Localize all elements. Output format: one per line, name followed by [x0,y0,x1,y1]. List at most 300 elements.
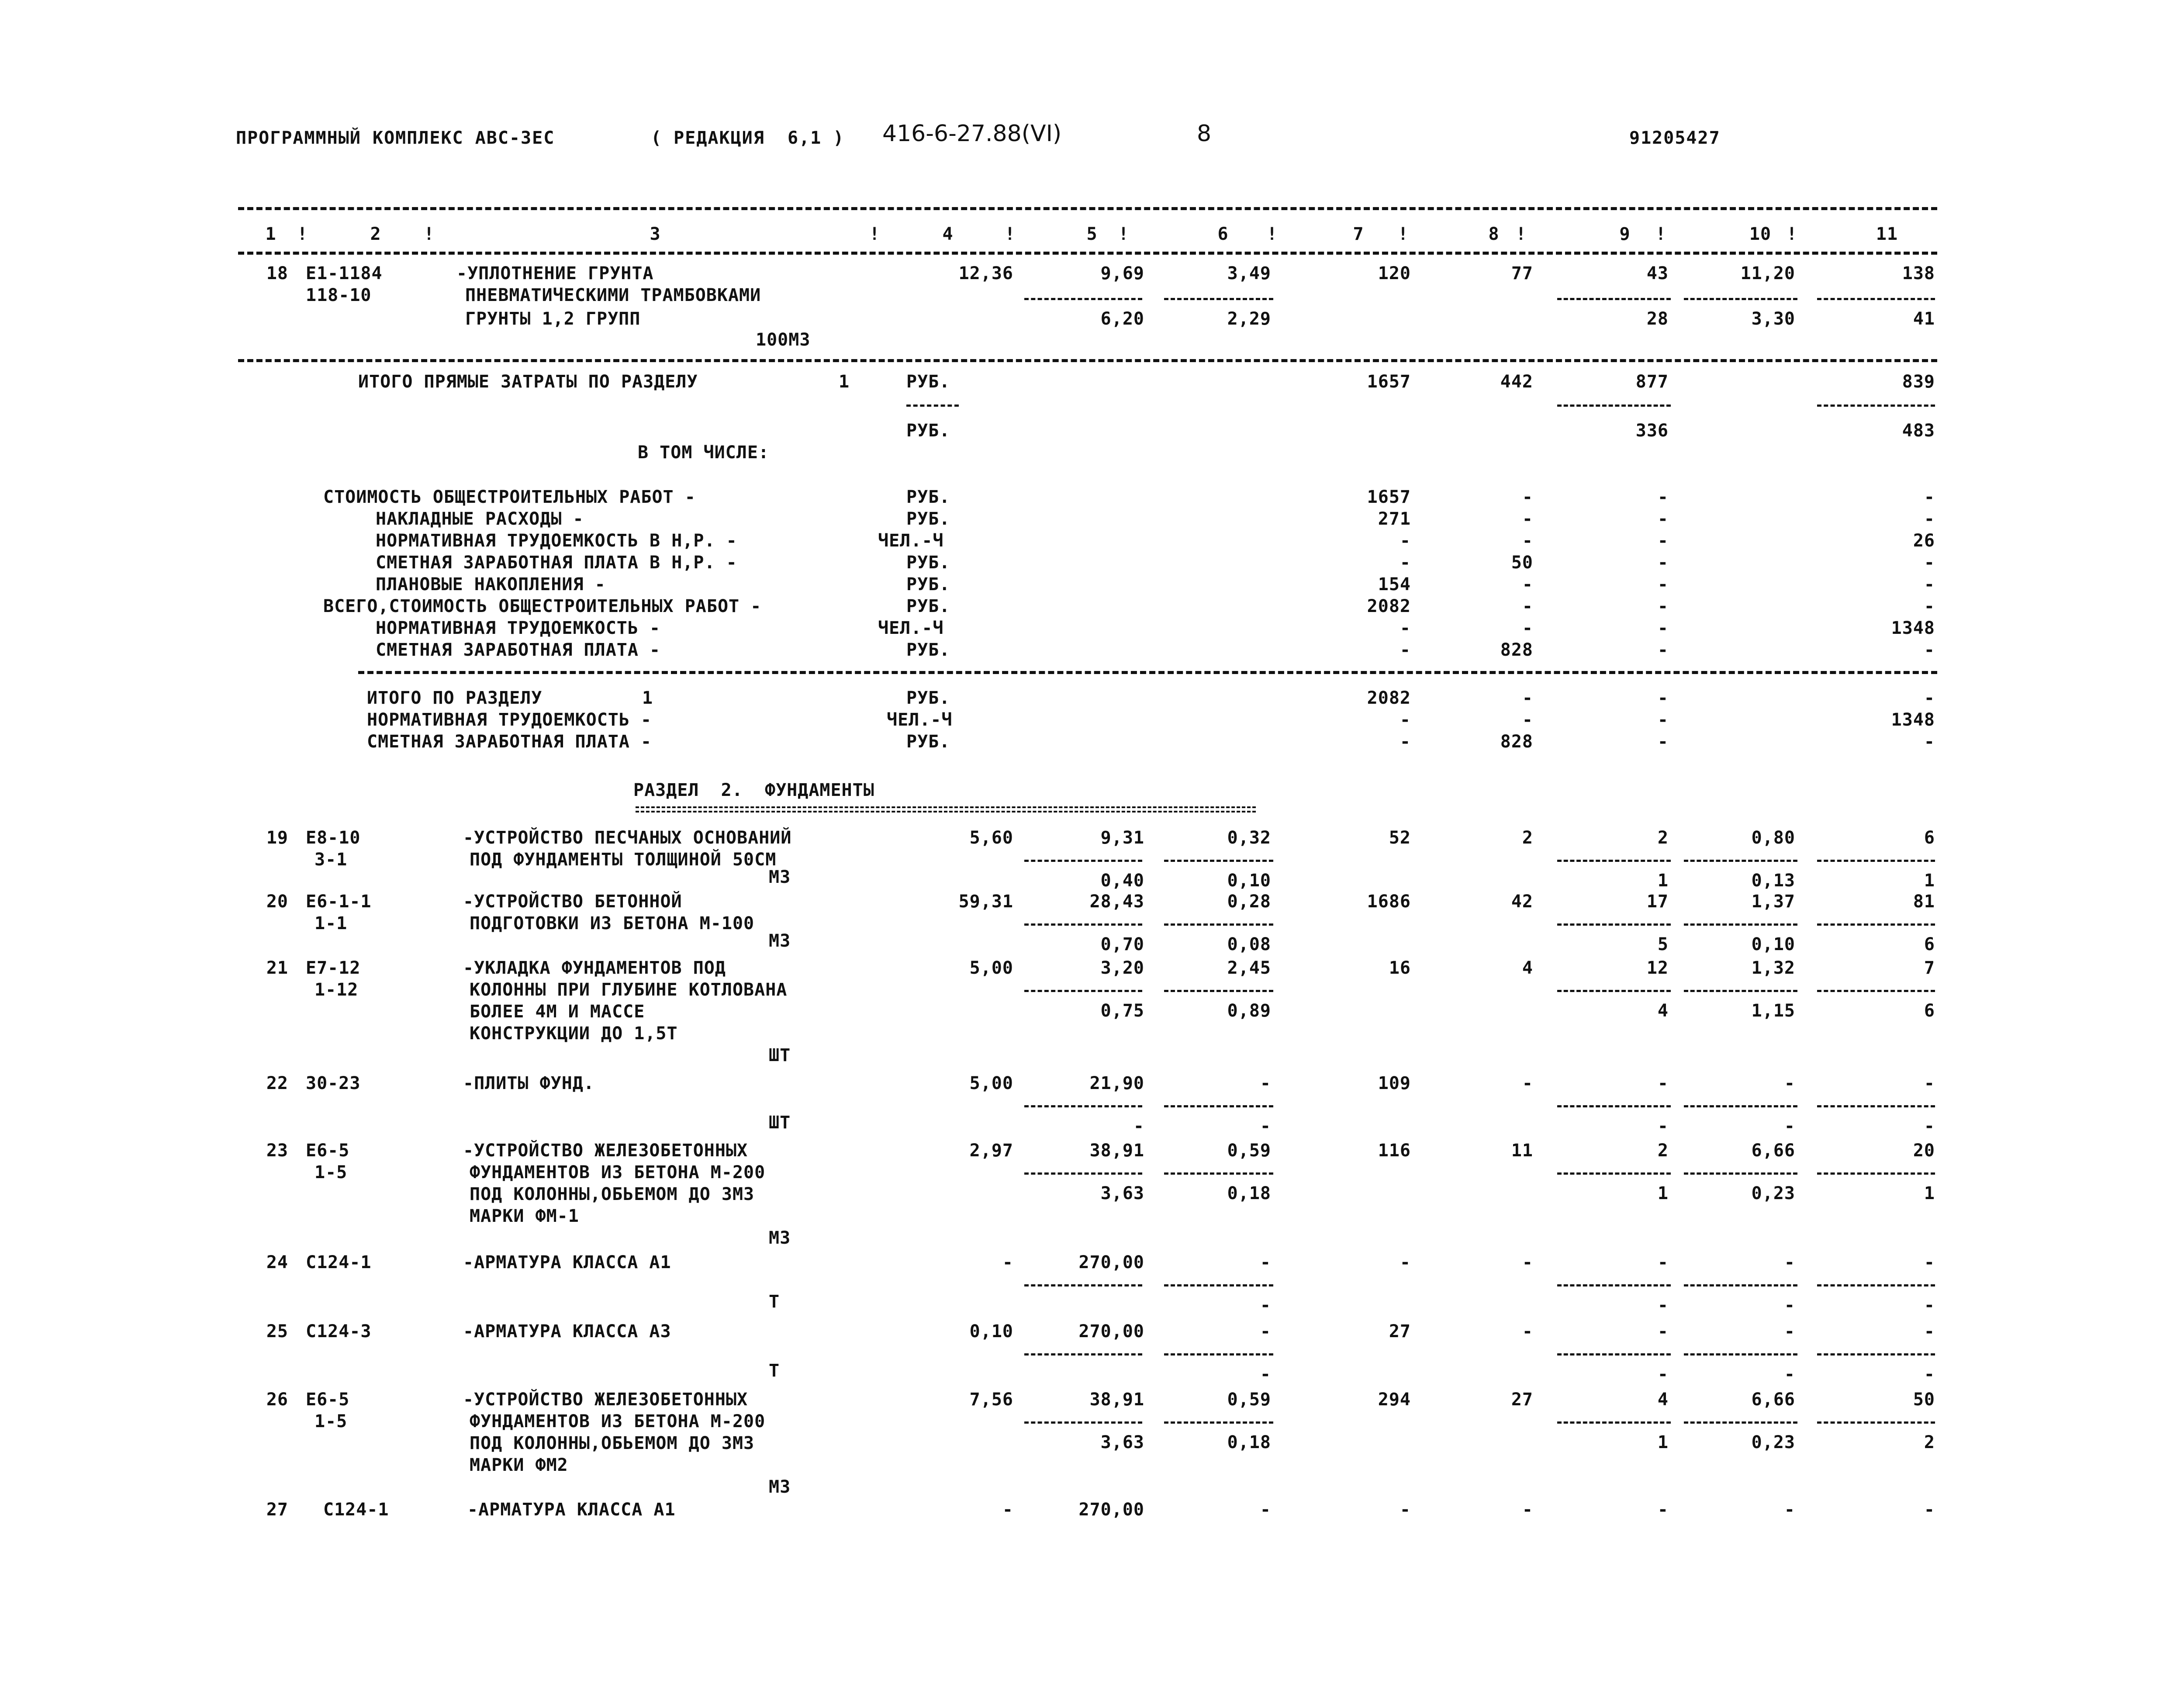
subrule [1024,1284,1142,1286]
row-number: 26 [266,1390,288,1410]
row-number: 25 [266,1321,288,1342]
unit-of-measure: М3 [769,1228,791,1248]
norm-code: Е7-12 [306,958,361,978]
section-total-unit: РУБ. [906,688,950,708]
section-number: 1 [642,688,653,708]
subrule [1557,860,1671,862]
col5-sub: 6,20 [1100,309,1144,329]
subrule [1164,298,1273,300]
subrule [1557,1105,1671,1107]
work-description: ПОД ФУНДАМЕНТЫ ТОЛЩИНОЙ 50СМ [470,850,777,870]
column-header-6: 6 [1217,224,1229,244]
norm-code-2: 1-1 [314,913,348,934]
row-number: 20 [266,892,288,912]
work-description-3: ГРУНТЫ 1,2 ГРУПП [465,309,641,329]
col6-sub: 0,18 [1227,1432,1271,1452]
col8-value: 4 [1522,958,1533,978]
row-number: 21 [266,958,288,978]
col9-value: 2 [1657,1141,1669,1161]
norm-code: С124-1 [323,1500,389,1520]
col5-sub: 3,63 [1100,1432,1144,1452]
work-description: -УСТРОЙСТВО ЖЕЛЕЗОБЕТОННЫХ [463,1390,748,1410]
col8-value: 11 [1511,1141,1533,1161]
col5-sub: - [1133,1116,1144,1136]
col7-value: 120 [1378,263,1411,284]
unit-of-measure: М3 [769,1477,791,1497]
work-description-2: ПНЕВМАТИЧЕСКИМИ ТРАМБОВКАМИ [465,285,761,305]
col9-sub: 1 [1657,871,1669,891]
col11-sub: 1 [1924,1183,1935,1203]
col6-sub: - [1260,1364,1271,1384]
section-title-underline [636,806,1256,813]
col11-value: 6 [1924,828,1935,848]
subrule [1684,923,1797,926]
col6-sub: 0,18 [1227,1183,1271,1203]
section-total-unit: ЧЕЛ.-Ч [887,710,953,730]
section-total-label: НОРМАТИВНАЯ ТРУДОЕМКОСТЬ - [367,710,652,730]
col6-value: - [1260,1500,1271,1520]
col11-value: - [1924,509,1935,529]
summary-unit: РУБ. [906,640,950,660]
subrule [1684,1284,1797,1286]
col11-value: 26 [1913,531,1935,551]
quantity: 2,97 [969,1141,1013,1161]
unit-of-measure: Т [769,1292,780,1312]
col8-value: 2 [1522,828,1533,848]
page-number: 8 [1197,121,1212,147]
col6-value: 0,32 [1227,828,1271,848]
col11-value: - [1924,1252,1935,1273]
col11-sub: 2 [1924,1432,1935,1452]
col11-value: - [1924,487,1935,507]
work-description: -АРМАТУРА КЛАССА А1 [463,1252,671,1273]
col8-value: 27 [1511,1390,1533,1410]
col11-sub: 41 [1913,309,1935,329]
col9-value: - [1657,509,1669,529]
subrule [1557,1172,1671,1175]
col9-value: - [1657,596,1669,616]
work-description: -УКЛАДКА ФУНДАМЕНТОВ ПОД [463,958,726,978]
col11-value: 50 [1913,1390,1935,1410]
column-separator: ! [1655,224,1667,244]
col5-value: 38,91 [1089,1390,1144,1410]
col5-value: 38,91 [1089,1141,1144,1161]
column-header-5: 5 [1086,224,1098,244]
col8-value: - [1522,574,1533,595]
column-header-7: 7 [1353,224,1364,244]
edition: ( РЕДАКЦИЯ 6,1 ) [651,128,845,148]
subrule [1817,1284,1935,1286]
col9-sub: - [1657,1364,1669,1384]
col11-sub: 6 [1924,1001,1935,1021]
col7-value: - [1400,1500,1411,1520]
subrule [1164,1284,1273,1286]
quantity: - [1002,1252,1013,1273]
norm-code-2: 1-12 [314,980,359,1000]
col10-value: 1,37 [1751,892,1795,912]
col10-value: 6,66 [1751,1141,1795,1161]
col10-sub: - [1784,1364,1795,1384]
col6-value: 3,49 [1227,263,1271,284]
work-description: ПОД КОЛОННЫ,ОБЬЕМОМ ДО 3М3 [470,1433,755,1453]
subrule [1817,405,1935,407]
work-description: ПОДГОТОВКИ ИЗ БЕТОНА М-100 [470,913,755,934]
col5-value: 21,90 [1089,1073,1144,1093]
col5-value: 270,00 [1078,1321,1144,1342]
summary-label: ПЛАНОВЫЕ НАКОПЛЕНИЯ - [376,574,606,595]
col7-value: 2082 [1367,596,1411,616]
column-header-1: 1 [265,224,276,244]
summary-label: НАКЛАДНЫЕ РАСХОДЫ - [376,509,584,529]
col8-value: - [1522,688,1533,708]
col10-value: 6,66 [1751,1390,1795,1410]
norm-code: С124-1 [306,1252,372,1273]
quantity: 0,10 [969,1321,1013,1342]
norm-code-2: 118-10 [306,285,372,305]
col6-value: - [1260,1073,1271,1093]
col9-sub: 5 [1657,934,1669,954]
column-separator: ! [424,224,435,244]
norm-code: С124-3 [306,1321,372,1342]
subrule [1557,298,1671,300]
section-rule [238,359,1937,362]
col10-value: - [1784,1252,1795,1273]
column-header-rule [238,252,1937,255]
column-separator: ! [297,224,308,244]
col9-value: - [1657,710,1669,730]
summary-label: НОРМАТИВНАЯ ТРУДОЕМКОСТЬ - [376,618,661,638]
col9-value: 4 [1657,1390,1669,1410]
col5-sub: 0,70 [1100,934,1144,954]
summary-unit: ЧЕЛ.-Ч [878,618,944,638]
col11-sub: 483 [1902,421,1935,441]
subrule [1557,990,1671,992]
col8-value: - [1522,1252,1533,1273]
col10-value: - [1784,1321,1795,1342]
column-header-11: 11 [1876,224,1898,244]
row-number: 23 [266,1141,288,1161]
quantity: 5,00 [969,958,1013,978]
col9-sub: 4 [1657,1001,1669,1021]
col11-sub: 6 [1924,934,1935,954]
col8-value: - [1522,1321,1533,1342]
col11-value: - [1924,574,1935,595]
subrule [1164,990,1273,992]
col10-sub: 0,13 [1751,871,1795,891]
subrule [1557,1284,1671,1286]
col9-value: - [1657,531,1669,551]
row-number: 24 [266,1252,288,1273]
section-2-title: РАЗДЕЛ 2. ФУНДАМЕНТЫ [633,780,874,800]
col8-value: 42 [1511,892,1533,912]
col8-value: 50 [1511,553,1533,573]
column-separator: ! [1267,224,1278,244]
col7-value: 154 [1378,574,1411,595]
col5-value: 9,31 [1100,828,1144,848]
col9-value: - [1657,574,1669,595]
subrule [1684,860,1797,862]
col6-sub: 0,10 [1227,871,1271,891]
column-header-8: 8 [1488,224,1500,244]
work-description: КОНСТРУКЦИИ ДО 1,5Т [470,1024,678,1044]
col7-value: 109 [1378,1073,1411,1093]
unit-of-measure: М3 [769,867,791,887]
col9-sub: 336 [1635,421,1669,441]
col9-sub: - [1657,1116,1669,1136]
col11-value: 81 [1913,892,1935,912]
subrule [1557,405,1671,407]
column-separator: ! [1118,224,1130,244]
quantity: 5,60 [969,828,1013,848]
summary-rule [358,671,1937,674]
column-header-4: 4 [942,224,954,244]
column-separator: ! [1398,224,1409,244]
subrule [1684,298,1797,300]
subrule [1684,1353,1797,1355]
including-label: В ТОМ ЧИСЛЕ: [638,443,769,463]
col7-value: 1657 [1367,372,1411,392]
subrule [1684,990,1797,992]
col9-sub: - [1657,1295,1669,1315]
norm-code: Е6-1-1 [306,892,372,912]
subrule [1024,990,1142,992]
col6-sub: 0,89 [1227,1001,1271,1021]
col9-sub: 1 [1657,1432,1669,1452]
col8-value: - [1522,509,1533,529]
summary-label: НОРМАТИВНАЯ ТРУДОЕМКОСТЬ В Н,Р. - [376,531,737,551]
col9-value: 877 [1635,372,1669,392]
subrule [1164,860,1273,862]
col11-value: 1348 [1891,710,1935,730]
unit-2: РУБ. [906,421,950,441]
work-description: -АРМАТУРА КЛАССА А3 [463,1321,671,1342]
col11-value: - [1924,553,1935,573]
subrule [1024,923,1142,926]
column-separator: ! [869,224,881,244]
col11-value: - [1924,1073,1935,1093]
col11-value: 839 [1902,372,1935,392]
col11-value: 138 [1902,263,1935,284]
col9-value: - [1657,688,1669,708]
norm-code: Е6-5 [306,1141,350,1161]
subrule [1164,923,1273,926]
col9-value: - [1657,618,1669,638]
col10-value: - [1784,1500,1795,1520]
col5-value: 270,00 [1078,1500,1144,1520]
summary-label: СМЕТНАЯ ЗАРАБОТНАЯ ПЛАТА В Н,Р. - [376,553,737,573]
col7-value: - [1400,710,1411,730]
subrule [1164,1105,1273,1107]
col11-sub: - [1924,1116,1935,1136]
subrule [1024,860,1142,862]
col7-value: 116 [1378,1141,1411,1161]
col6-value: 2,45 [1227,958,1271,978]
subrule [1817,1172,1935,1175]
work-description: КОЛОННЫ ПРИ ГЛУБИНЕ КОТЛОВАНА [470,980,788,1000]
col11-value: 7 [1924,958,1935,978]
subrule [1817,860,1935,862]
section-total-label: СМЕТНАЯ ЗАРАБОТНАЯ ПЛАТА - [367,732,652,752]
col10-sub: 0,23 [1751,1432,1795,1452]
subrule [1024,1353,1142,1355]
subrule [1024,1172,1142,1175]
norm-code-2: 1-5 [314,1162,348,1183]
col6-sub: 0,08 [1227,934,1271,954]
total-label: ИТОГО ПРЯМЫЕ ЗАТРАТЫ ПО РАЗДЕЛУ [358,372,698,392]
col9-value: - [1657,732,1669,752]
summary-unit: РУБ. [906,487,950,507]
col9-value: - [1657,1500,1669,1520]
col7-value: 52 [1389,828,1411,848]
col8-value: 828 [1500,732,1533,752]
col6-value: 0,59 [1227,1141,1271,1161]
col11-value: - [1924,1500,1935,1520]
subrule [1817,990,1935,992]
subrule [1817,1105,1935,1107]
col11-value: 1348 [1891,618,1935,638]
summary-unit: РУБ. [906,574,950,595]
work-description: -УСТРОЙСТВО БЕТОННОЙ [463,892,682,912]
subrule [1557,1421,1671,1424]
col8-value: - [1522,1500,1533,1520]
col9-value: - [1657,1321,1669,1342]
col11-value: - [1924,732,1935,752]
col7-value: - [1400,553,1411,573]
col10-value: 1,32 [1751,958,1795,978]
work-description: БОЛЕЕ 4М И МАССЕ [470,1002,645,1022]
subrule [1164,1421,1273,1424]
col9-value: - [1657,1252,1669,1273]
work-description: -УСТРОЙСТВО ПЕСЧАНЫХ ОСНОВАНИЙ [463,828,792,848]
col8-value: 442 [1500,372,1533,392]
col9-value: - [1657,640,1669,660]
col8-value: - [1522,531,1533,551]
summary-unit: РУБ. [906,596,950,616]
col8-value: - [1522,710,1533,730]
work-description: -АРМАТУРА КЛАССА А1 [467,1500,676,1520]
quantity: 7,56 [969,1390,1013,1410]
column-separator: ! [1516,224,1527,244]
work-description: ФУНДАМЕНТОВ ИЗ БЕТОНА М-200 [470,1411,766,1432]
section-total-unit: РУБ. [906,732,950,752]
column-header-9: 9 [1619,224,1631,244]
row-number: 19 [266,828,288,848]
subrule [1817,298,1935,300]
col9-value: 43 [1646,263,1669,284]
col6-sub: - [1260,1116,1271,1136]
col6-value: - [1260,1321,1271,1342]
norm-code-2: 1-5 [314,1411,348,1432]
unit-of-measure: М3 [769,931,791,951]
subrule [1684,1172,1797,1175]
col9-value: - [1657,487,1669,507]
subrule [1817,923,1935,926]
summary-label: СМЕТНАЯ ЗАРАБОТНАЯ ПЛАТА - [376,640,661,660]
col10-value: 11,20 [1740,263,1795,284]
subrule [1684,1421,1797,1424]
col7-value: 1657 [1367,487,1411,507]
subrule [1164,1172,1273,1175]
subrule [1817,1421,1935,1424]
col5-value: 270,00 [1078,1252,1144,1273]
work-description: МАРКИ ФМ-1 [470,1206,579,1226]
summary-unit: РУБ. [906,553,950,573]
summary-label: СТОИМОСТЬ ОБЩЕСТРОИТЕЛЬНЫХ РАБОТ - [323,487,696,507]
col10-sub: - [1784,1116,1795,1136]
subrule [1557,1353,1671,1355]
program-name: ПРОГРАММНЫЙ КОМПЛЕКС АВС-3ЕС [236,128,555,148]
quantity: - [1002,1500,1013,1520]
summary-unit: ЧЕЛ.-Ч [878,531,944,551]
norm-code: Е6-5 [306,1390,350,1410]
quantity: 59,31 [958,892,1013,912]
subrule [1024,1421,1142,1424]
summary-label: ВСЕГО,СТОИМОСТЬ ОБЩЕСТРОИТЕЛЬНЫХ РАБОТ - [323,596,762,616]
col7-value: - [1400,618,1411,638]
row-number: 27 [266,1500,288,1520]
col9-sub: 28 [1646,309,1669,329]
col6-value: - [1260,1252,1271,1273]
col7-value: 27 [1389,1321,1411,1342]
subrule [1164,1353,1273,1355]
col9-value: - [1657,1073,1669,1093]
col7-value: 1686 [1367,892,1411,912]
col11-value: - [1924,596,1935,616]
subrule [1557,923,1671,926]
norm-code-2: 3-1 [314,850,348,870]
col9-value: - [1657,553,1669,573]
document-number: 91205427 [1629,128,1721,148]
col7-value: 271 [1378,509,1411,529]
col11-value: - [1924,688,1935,708]
quantity: 5,00 [969,1073,1013,1093]
col8-value: 77 [1511,263,1533,284]
col9-value: 2 [1657,828,1669,848]
work-description: -УСТРОЙСТВО ЖЕЛЕЗОБЕТОННЫХ [463,1141,748,1161]
col7-value: 294 [1378,1390,1411,1410]
col11-sub: - [1924,1364,1935,1384]
col7-value: - [1400,1252,1411,1273]
column-header-2: 2 [370,224,381,244]
project-code: 416-6-27.88(VI) [882,121,1062,147]
col7-value: 16 [1389,958,1411,978]
col10-sub: 3,30 [1751,309,1795,329]
unit-of-measure: Т [769,1361,780,1381]
work-description: ФУНДАМЕНТОВ ИЗ БЕТОНА М-200 [470,1162,766,1183]
work-description: -ПЛИТЫ ФУНД. [463,1073,594,1093]
table-top-rule [238,207,1937,210]
col11-value: - [1924,1321,1935,1342]
column-header-3: 3 [650,224,661,244]
col5-value: 3,20 [1100,958,1144,978]
col8-value: - [1522,1073,1533,1093]
col6-value: 0,28 [1227,892,1271,912]
norm-code: Е1-1184 [306,263,383,284]
work-description: -УПЛОТНЕНИЕ ГРУНТА [456,263,654,284]
col5-value: 28,43 [1089,892,1144,912]
col11-value: - [1924,640,1935,660]
col7-value: - [1400,531,1411,551]
work-description: МАРКИ ФМ2 [470,1455,568,1475]
col11-sub: 1 [1924,871,1935,891]
unit: РУБ. [906,372,950,392]
norm-code: 30-23 [306,1073,361,1093]
section-total-label: ИТОГО ПО РАЗДЕЛУ [367,688,543,708]
col7-value: - [1400,640,1411,660]
col10-sub: 1,15 [1751,1001,1795,1021]
work-description: ПОД КОЛОННЫ,ОБЬЕМОМ ДО 3М3 [470,1184,755,1204]
col5-sub: 0,75 [1100,1001,1144,1021]
